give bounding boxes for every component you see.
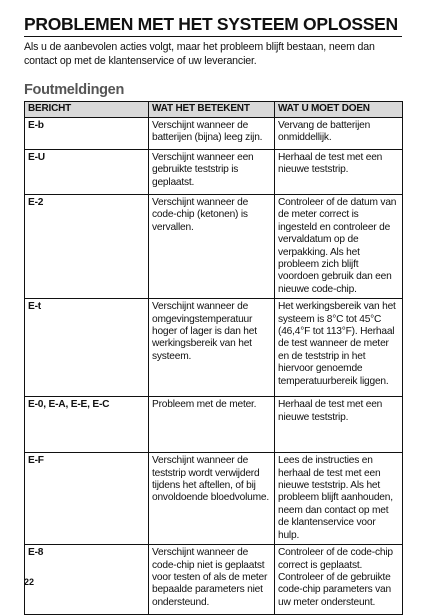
- table-row: [25, 195, 403, 299]
- error-code: E-t: [25, 299, 149, 397]
- table-row: [25, 397, 403, 453]
- header-action: WAT U MOET DOEN: [275, 102, 403, 118]
- error-meaning: Verschijnt wanneer een gebruikte teststrip is geplaatst.: [149, 150, 275, 195]
- error-action: Herhaal de test met een nieuwe teststrip.: [275, 397, 403, 453]
- table-row: [25, 545, 403, 615]
- page-title: PROBLEMEN MET HET SYSTEEM OPLOSSEN: [24, 14, 402, 37]
- table-row: [25, 150, 403, 195]
- error-meaning: Verschijnt wanneer de teststrip wordt verwijderd tijdens het aftellen, of bij onvoldoende bloedvolume.: [149, 453, 275, 545]
- error-action: Lees de instructies en herhaal de test met een nieuwe teststrip. Als het probleem blijft aanhouden, neem dan contact op met de klantenservice voor hulp.: [275, 453, 403, 545]
- table-row: [25, 299, 403, 397]
- header-meaning: WAT HET BETEKENT: [149, 102, 275, 118]
- error-meaning: Verschijnt wanneer de code-chip (ketonen) is vervallen.: [149, 195, 275, 299]
- error-meaning: Verschijnt wanneer de batterijen (bijna) leeg zijn.: [149, 118, 275, 150]
- error-meaning: Probleem met de meter.: [149, 397, 275, 453]
- error-code: E-b: [25, 118, 149, 150]
- error-action: Controleer of de datum van de meter correct is ingesteld en controleer de vervaldatum op de verpakking. Als het probleem zich blijft voordoen gebruik dan een nieuwe code-chip.: [275, 195, 403, 299]
- table-row: [25, 453, 403, 545]
- error-code: E-8: [25, 545, 149, 615]
- error-code: E-F: [25, 453, 149, 545]
- error-action: Vervang de batterijen onmiddellijk.: [275, 118, 403, 150]
- error-action: Herhaal de test met een nieuwe teststrip.: [275, 150, 403, 195]
- error-action: Controleer of de code-chip correct is geplaatst. Controleer of de gebruikte code-chip parameters van uw meter ondersteunt.: [275, 545, 403, 615]
- error-meaning: Verschijnt wanneer de omgevingstemperatuur hoger of lager is dan het werkingsbereik van het systeem.: [149, 299, 275, 397]
- error-messages-table: [24, 101, 403, 615]
- section-heading: Foutmeldingen: [24, 82, 125, 98]
- table-header-row: [25, 102, 403, 118]
- page-number: 22: [24, 577, 35, 587]
- error-meaning: Verschijnt wanneer de code-chip niet is geplaatst voor testen of als de meter bepaalde parameters niet ondersteund.: [149, 545, 275, 615]
- header-message: BERICHT: [25, 102, 149, 118]
- error-action: Het werkingsbereik van het systeem is 8°C tot 45°C (46,4°F tot 113°F). Herhaal de test wanneer de meter en de teststrip in het hiervoor genoemde temperatuurbereik liggen.: [275, 299, 403, 397]
- error-code: E-U: [25, 150, 149, 195]
- error-code: E-2: [25, 195, 149, 299]
- table-row: [25, 118, 403, 150]
- intro-paragraph: Als u de aanbevolen acties volgt, maar het probleem blijft bestaan, neem dan contact op met de klantenservice of uw leverancier.: [24, 41, 375, 67]
- error-code: E-0, E-A, E-E, E-C: [25, 397, 149, 453]
